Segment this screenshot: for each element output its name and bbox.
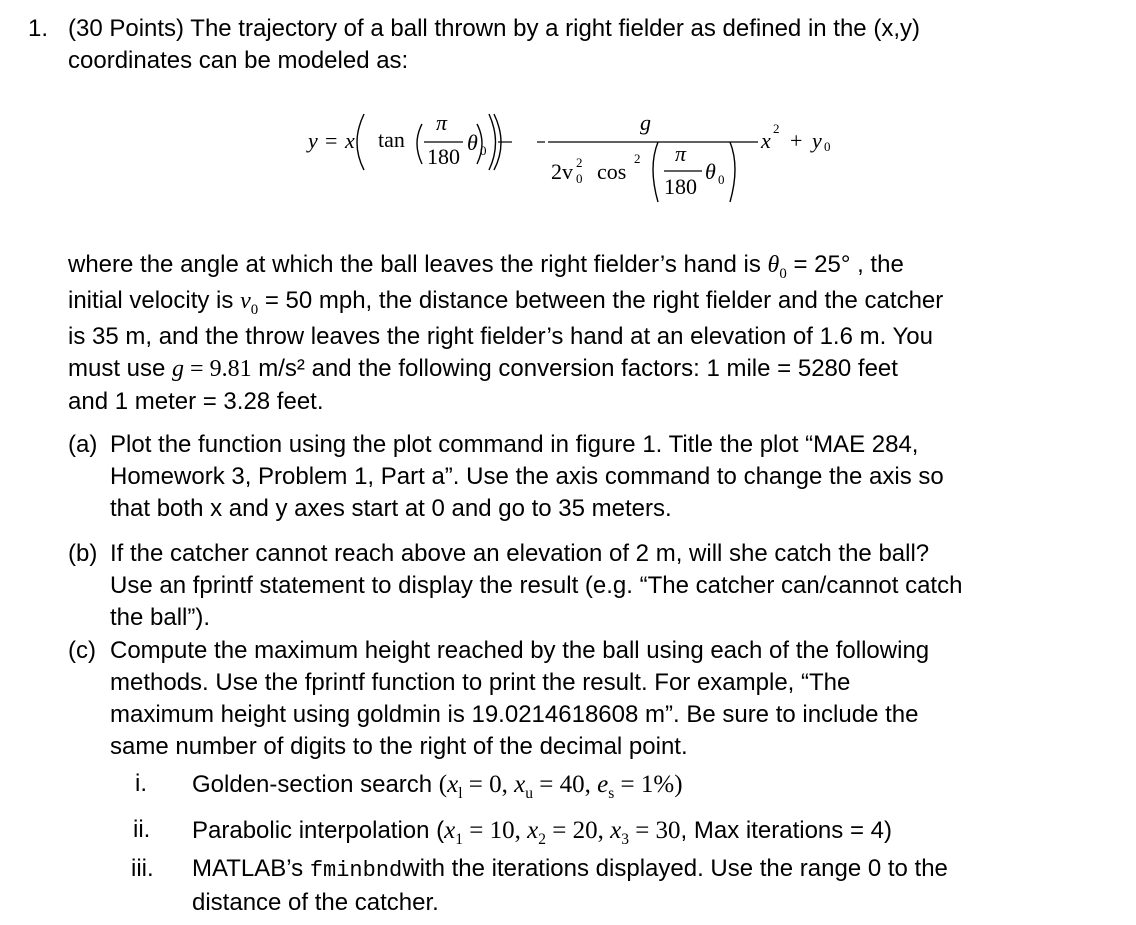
eq-theta-2: θ — [705, 159, 716, 184]
part-b-line1: If the catcher cannot reach above an elevation of 2 m, will she catch the ball? — [110, 540, 930, 567]
eq-x-squared: x — [761, 128, 771, 153]
eq-y0-sub: 0 — [824, 139, 831, 154]
body-line-1: where the angle at which the ball leaves the right fielder’s hand is $\theta_0 = 25^\circ$ , the — [68, 251, 904, 282]
trajectory-equation — [0, 0, 1136, 230]
body-line-3: is 35 m, and the throw leaves the right fielder’s hand at an elevation of 1.6 m. You — [68, 323, 933, 350]
eq-tan: tan — [378, 127, 405, 152]
part-a-line3: that both x and y axes start at 0 and go to 35 meters. — [110, 495, 672, 522]
part-a-label: (a) — [68, 431, 98, 458]
part-c-line2: methods. Use the fprintf function to print the result. For example, “The — [110, 669, 851, 696]
part-c-label: (c) — [68, 637, 96, 664]
eq-plus: + — [790, 128, 803, 153]
eq-theta-sub-2: 0 — [718, 172, 725, 187]
eq-x: x — [345, 128, 355, 153]
method-i-num: i. — [135, 770, 147, 797]
eq-cos-sup: 2 — [634, 151, 641, 166]
part-c-line4: same number of digits to the right of the decimal point. — [110, 733, 688, 760]
eq-180-1: 180 — [427, 144, 460, 169]
eq-v-sub: 0 — [576, 171, 583, 186]
part-a-line1: Plot the function using the plot command in figure 1. Title the plot “MAE 284, — [110, 431, 919, 458]
method-ii-text: Parabolic interpolation ($x_1 = 10$, $x_2 = 20$, $x_3 = 30$, Max iterations = 4) — [192, 817, 892, 848]
problem-header-line2: coordinates can be modeled as: — [68, 47, 409, 74]
eq-y: y — [308, 128, 318, 153]
method-iii-text: MATLAB’s fminbndwith the iterations displayed. Use the range 0 to the — [192, 855, 948, 883]
part-c-line3: maximum height using goldmin is 19.0214618608 m”. Be sure to include the — [110, 701, 919, 728]
eq-cos: cos — [597, 159, 627, 184]
eq-equals: = — [325, 128, 338, 153]
eq-g: g — [640, 110, 651, 135]
body-line-5: and 1 meter = 3.28 feet. — [68, 388, 324, 415]
fminbnd-code: fminbnd — [309, 858, 403, 883]
eq-2v: 2v — [551, 159, 573, 184]
problem-number: 1. — [28, 15, 49, 42]
equation-brackets — [0, 0, 1136, 230]
eq-y0: y — [812, 128, 822, 153]
eq-v-sup: 2 — [576, 155, 583, 170]
method-ii-num: ii. — [133, 816, 151, 843]
eq-theta-sub-1: 0 — [480, 143, 487, 158]
method-iii-line2: distance of the catcher. — [192, 889, 439, 916]
method-i-text: Golden-section search ($x_l = 0$, $x_u = 40$, $e_s = 1\%$) — [192, 771, 683, 802]
eq-x-sup: 2 — [773, 121, 780, 136]
body-line-4: must use g = 9.81 m/s² and the following conversion factors: 1 mile = 5280 feet — [68, 355, 898, 382]
method-iii-num: iii. — [131, 855, 154, 882]
eq-pi-1: π — [436, 110, 448, 135]
part-b-line2: Use an fprintf statement to display the result (e.g. “The catcher can/cannot catch — [110, 572, 963, 599]
part-b-line3: the ball”). — [110, 604, 211, 631]
part-b-label: (b) — [68, 540, 98, 567]
body-line-2: initial velocity is $v_0 = 50$ mph, the distance between the right fielder and the catcher — [68, 287, 944, 318]
eq-theta-1: θ — [467, 130, 478, 155]
eq-pi-2: π — [675, 141, 687, 166]
part-a-line2: Homework 3, Problem 1, Part a”. Use the axis command to change the axis so — [110, 463, 944, 490]
eq-180-2: 180 — [664, 174, 697, 199]
problem-header-line1: (30 Points) The trajectory of a ball thrown by a right fielder as defined in the (x,y) — [68, 15, 920, 42]
part-c-line1: Compute the maximum height reached by the ball using each of the following — [110, 637, 930, 664]
